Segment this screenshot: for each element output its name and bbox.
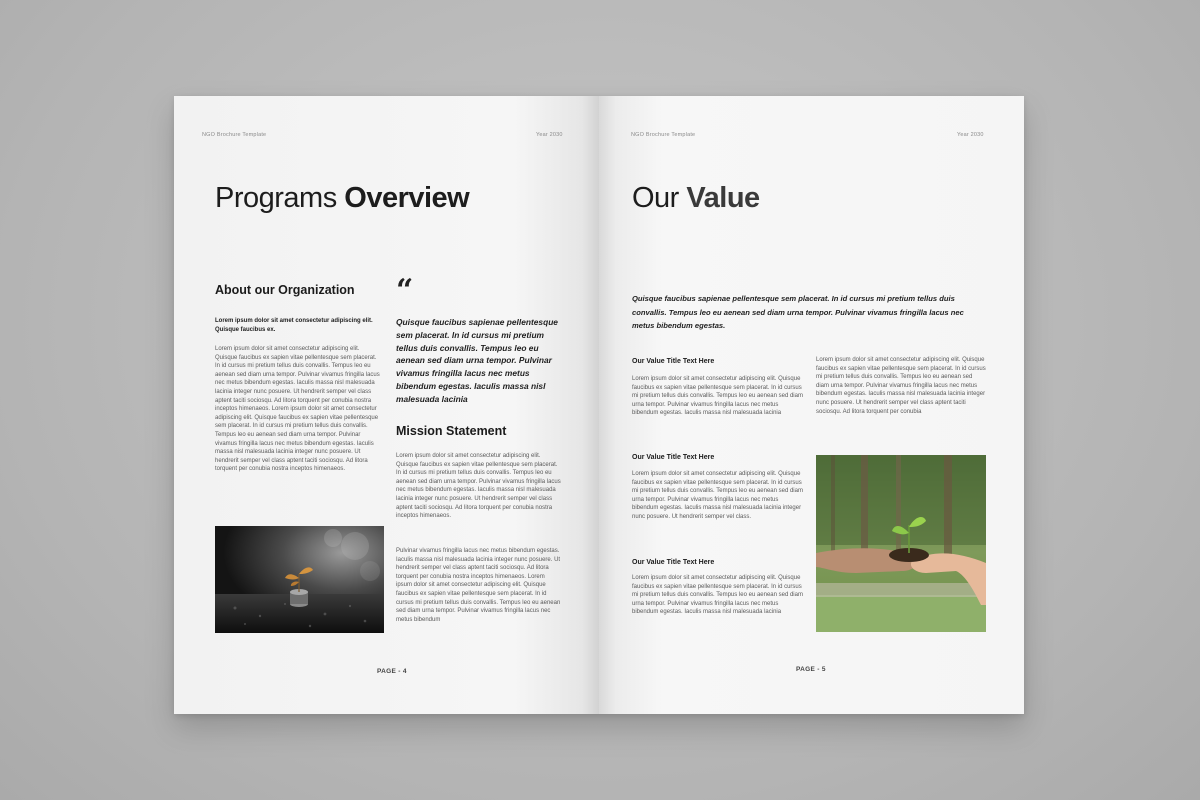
value-title-2: Our Value Title Text Here xyxy=(632,454,715,461)
pull-quote: Quisque faucibus sapienae pellentesque sem placerat. In id cursus mi pretium tellus duis convallis. Tempus leo eu aenean sed diam urna tempor. Pulvinar vivamus fringilla lacus nec metus bibendum egestas. Iaculis massa nisl malesuada lacinia xyxy=(396,317,558,404)
value-body-1: Lorem ipsum dolor sit amet consectetur adipiscing elit. Quisque faucibus ex sapien vitae pellentesque sem placerat. In id cursus mi pretium tellus duis convallis. Tempus leo eu aenean sed diam urna tempor. Pulvinar vivamus fringilla lacus nec metus bibendum egestas. Iaculis massa nisl malesuada lacinia xyxy=(632,376,803,417)
value-title-3: Our Value Title Text Here xyxy=(632,559,715,566)
title-regular: Our xyxy=(632,182,687,214)
page-header-right: Year 2030 xyxy=(536,132,563,138)
about-lead: Lorem ipsum dolor sit amet consectetur adipiscing elit. Quisque faucibus ex. xyxy=(215,318,373,333)
value-lead: Quisque faucibus sapienae pellentesque sem placerat. In id cursus mi pretium tellus duis convallis. Tempus leo eu aenean sed diam urna tempor. Pulvinar vivamus fringilla lacus nec metus bibendum egestas. xyxy=(632,294,964,331)
mission-heading: Mission Statement xyxy=(396,424,507,438)
mission-body-2: Pulvinar vivamus fringilla lacus nec metus bibendum egestas. Iaculis massa nisl malesuada lacinia integer nunc posuere. Ut hendrerit semper vel class aptent taciti sociosqu. Ad litora torquent per conubia nostra inceptos himenaeos. Lorem ipsum dolor sit amet consectetur adipiscing elit. Quisque faucibus ex sapien vitae pellentesque sem placerat. In id cursus mi pretium tellus duis convallis. Tempus leo eu aenean sed diam urna tempor. Pulvinar vivamus fringilla lacus nec metus bibendum xyxy=(396,548,561,623)
page-title xyxy=(215,182,469,215)
title-bold: Value xyxy=(686,182,760,214)
mission-body-1: Lorem ipsum dolor sit amet consectetur adipiscing elit. Quisque faucibus ex sapien vitae pellentesque sem placerat. In id cursus mi pretium tellus duis convallis. Tempus leo eu aenean sed diam urna tempor. Pulvinar vivamus fringilla lacus nec metus bibendum egestas. Iaculis massa nisl malesuada lacinia integer nunc posuere. Ut hendrerit semper vel class aptent taciti sociosqu. Ad litora torquent per conubia nostra inceptos himenaeos. xyxy=(396,453,561,520)
value-title-1: Our Value Title Text Here xyxy=(632,358,715,365)
quote-mark-icon: “ xyxy=(396,273,414,308)
plant-coins-photo xyxy=(215,526,384,633)
page-number: PAGE - 5 xyxy=(796,666,826,673)
page-header-left: NGO Brochure Template xyxy=(631,132,696,138)
page-title xyxy=(632,182,760,215)
page-header-left: NGO Brochure Template xyxy=(202,132,267,138)
left-page xyxy=(174,96,599,714)
page-number: PAGE - 4 xyxy=(377,668,407,675)
hands-seedling-photo xyxy=(816,455,986,632)
value-body-2: Lorem ipsum dolor sit amet consectetur adipiscing elit. Quisque faucibus ex sapien vitae pellentesque sem placerat. In id cursus mi pretium tellus duis convallis. Tempus leo eu aenean sed diam urna tempor. Pulvinar vivamus fringilla lacus nec metus bibendum egestas. Iaculis massa nisl malesuada lacinia integer nunc posuere. Ut hendrerit semper vel class. xyxy=(632,471,803,520)
about-heading: About our Organization xyxy=(215,283,355,297)
side-text: Lorem ipsum dolor sit amet consectetur adipiscing elit. Quisque faucibus ex sapien vitae pellentesque sem placerat. In id cursus mi pretium tellus duis convallis. Tempus leo eu aenean sed diam urna tempor. Pulvinar vivamus fringilla lacus nec metus bibendum egestas. Iaculis massa nisl malesuada lacinia integer nunc posuere. Ut hendrerit semper vel class aptent taciti sociosqu. Ad litora torquent per conubia xyxy=(816,357,986,415)
title-regular: Programs xyxy=(215,182,345,214)
about-body: Lorem ipsum dolor sit amet consectetur adipiscing elit. Quisque faucibus ex sapien vitae pellentesque sem placerat. In id cursus mi pretium tellus duis convallis. Tempus leo eu aenean sed diam urna tempor. Pulvinar vivamus fringilla lacus nec metus bibendum egestas. Iaculis massa nisl malesuada lacinia integer nunc posuere. Ut hendrerit semper vel class aptent taciti sociosqu. Ad litora torquent per conubia nostra inceptos himenaeos. Lorem ipsum dolor sit amet consectetur adipiscing elit. Quisque faucibus ex sapien vitae pellentesque sem placerat. In id cursus mi pretium tellus duis convallis. Tempus leo eu aenean sed diam urna tempor. Pulvinar vivamus fringilla lacus nec metus bibendum egestas. Iaculis massa nisl malesuada lacinia integer nunc posuere. Ut hendrerit semper vel class aptent taciti sociosqu. Ad litora torquent per conubia nostra inceptos himenaeos. xyxy=(215,346,380,473)
page-header-right: Year 2030 xyxy=(957,132,984,138)
value-body-3: Lorem ipsum dolor sit amet consectetur adipiscing elit. Quisque faucibus ex sapien vitae pellentesque sem placerat. In id cursus mi pretium tellus duis convallis. Tempus leo eu aenean sed diam urna tempor. Pulvinar vivamus fringilla lacus nec metus bibendum egestas. Iaculis massa nisl malesuada lacinia xyxy=(632,575,803,616)
title-bold: Overview xyxy=(344,182,470,214)
brochure-spread xyxy=(174,96,1024,714)
right-page xyxy=(599,96,1024,714)
